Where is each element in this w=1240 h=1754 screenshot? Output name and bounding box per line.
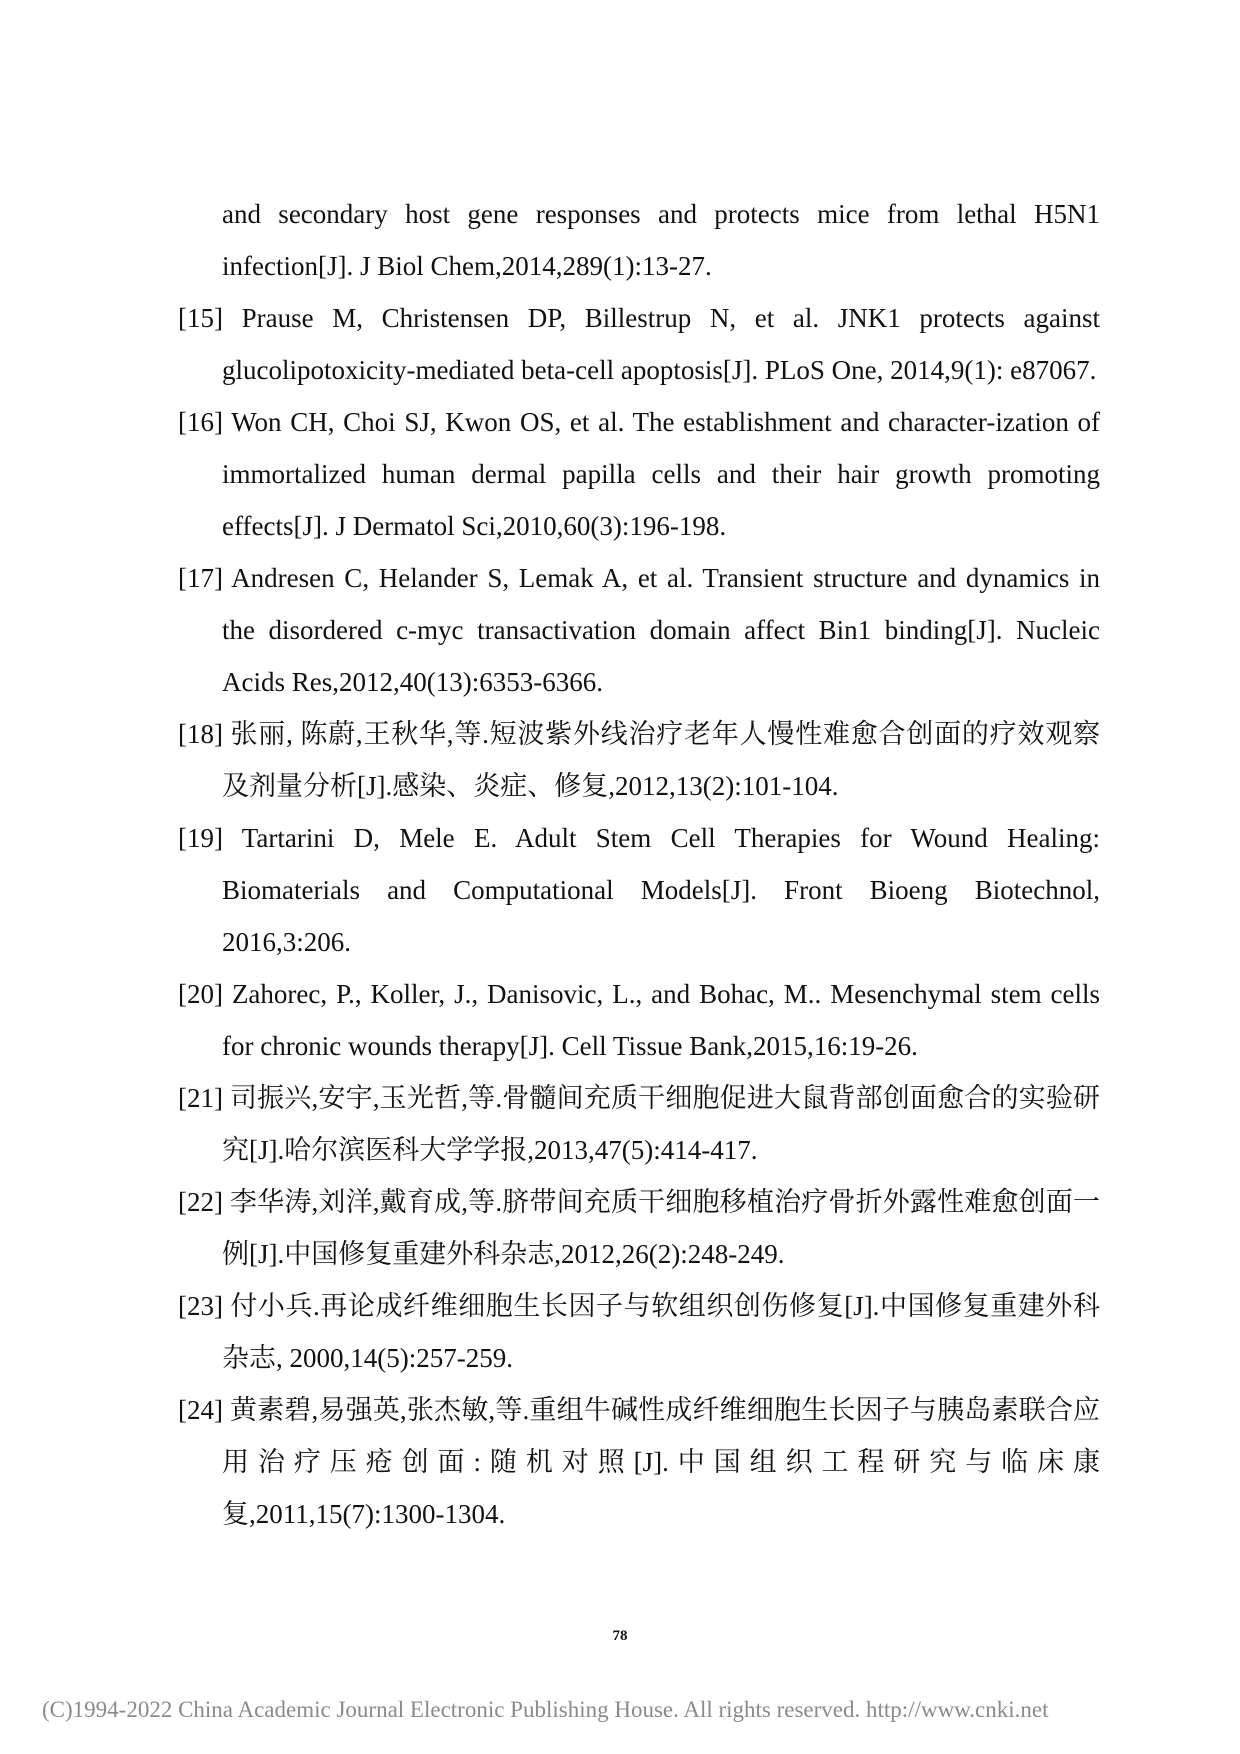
reference-item-23: [178, 1280, 1100, 1384]
reference-number: [18]: [178, 719, 223, 749]
reference-item-16: [178, 396, 1100, 552]
reference-number: [21]: [178, 1083, 223, 1113]
reference-number: [16]: [178, 407, 223, 437]
reference-text: Tartarini D, Mele E. Adult Stem Cell Therapies for Wound Healing: Biomaterials and Computational Models[J]. Front Bioeng Biotechnol, 2016,3:206.: [222, 823, 1100, 957]
reference-text: 付小兵.再论成纤维细胞生长因子与软组织创伤修复[J].中国修复重建外科杂志, 2000,14(5):257-259.: [222, 1291, 1100, 1373]
reference-item-21: [178, 1072, 1100, 1176]
reference-text: 张丽, 陈蔚,王秋华,等.短波紫外线治疗老年人慢性难愈合创面的疗效观察及剂量分析[J].感染、炎症、修复,2012,13(2):101-104.: [222, 719, 1100, 801]
reference-text: 司振兴,安宇,玉光哲,等.骨髓间充质干细胞促进大鼠背部创面愈合的实验研究[J].哈尔滨医科大学学报,2013,47(5):414-417.: [222, 1083, 1101, 1165]
reference-number: [20]: [178, 979, 223, 1009]
reference-item-24: [178, 1384, 1100, 1540]
reference-item-19: [178, 812, 1100, 968]
reference-number: [17]: [178, 563, 223, 593]
reference-text: Prause M, Christensen DP, Billestrup N, et al. JNK1 protects against glucolipotoxicity-mediated beta-cell apoptosis[J]. PLoS One, 2014,9(1): e87067.: [222, 303, 1101, 385]
reference-list: [178, 188, 1100, 1540]
reference-text: 黄素碧,易强英,张杰敏,等.重组牛碱性成纤维细胞生长因子与胰岛素联合应用治疗压疮创面:随机对照[J].中国组织工程研究与临床康复,2011,15(7):1300-1304.: [222, 1395, 1101, 1529]
reference-text: 李华涛,刘洋,戴育成,等.脐带间充质干细胞移植治疗骨折外露性难愈创面一例[J].中国修复重建外科杂志,2012,26(2):248-249.: [222, 1187, 1101, 1269]
reference-text: Zahorec, P., Koller, J., Danisovic, L., and Bohac, M.. Mesenchymal stem cells for chronic wounds therapy[J]. Cell Tissue Bank,2015,16:19-26.: [222, 979, 1101, 1061]
reference-number: [22]: [178, 1187, 223, 1217]
reference-item-20: [178, 968, 1100, 1072]
reference-text: and secondary host gene responses and protects mice from lethal H5N1 infection[J]. J Biol Chem,2014,289(1):13-27.: [222, 199, 1100, 281]
copyright-footer: (C)1994-2022 China Academic Journal Electronic Publishing House. All rights reserved. http://www.cnki.net: [42, 1697, 1049, 1722]
reference-item-15: [178, 292, 1100, 396]
reference-number: [23]: [178, 1291, 223, 1321]
reference-number: [15]: [178, 303, 223, 333]
reference-number: [24]: [178, 1395, 223, 1425]
reference-item-22: [178, 1176, 1100, 1280]
document-page: [178, 188, 1100, 1540]
page-number: 78: [612, 1628, 628, 1644]
reference-text: Andresen C, Helander S, Lemak A, et al. Transient structure and dynamics in the disordered c-myc transactivation domain affect Bin1 binding[J]. Nucleic Acids Res,2012,40(13):6353-6366.: [222, 563, 1100, 697]
reference-text: Won CH, Choi SJ, Kwon OS, et al. The establishment and character-ization of immortalized human dermal papilla cells and their hair growth promoting effects[J]. J Dermatol Sci,2010,60(3):196-198.: [222, 407, 1101, 541]
reference-number: [19]: [178, 823, 223, 853]
reference-item-17: [178, 552, 1100, 708]
reference-continuation: [178, 188, 1100, 292]
reference-item-18: [178, 708, 1100, 812]
